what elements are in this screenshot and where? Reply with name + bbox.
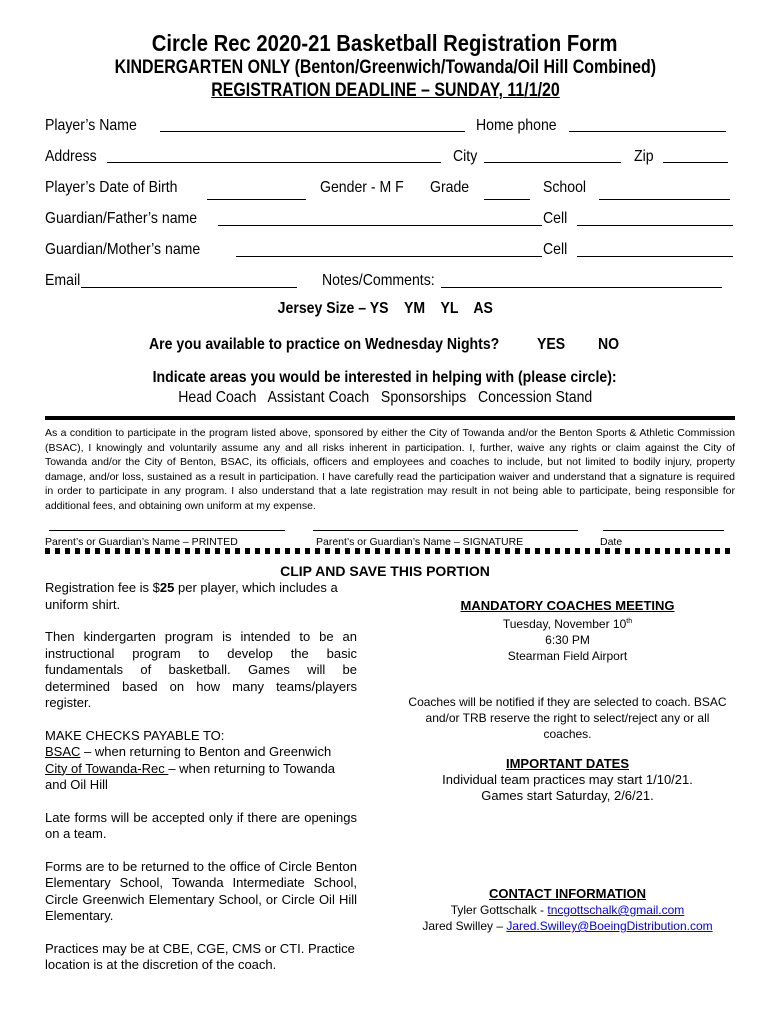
coaches-note: Coaches will be notified if they are selected to coach. BSAC and/or TRB reserve the right to select/reject any or all coaches. — [408, 695, 727, 741]
checks-paragraph — [45, 728, 357, 794]
waiver-text: As a condition to participate in the program listed above, sponsored by either the City of Towanda and/or the Benton Sports & Athletic Commission (BSAC), I knowingly and voluntarily assume any and all risks inherent in participation. I, further, waive any rights or claim against the City of Towanda and/or the City of Benton, BSAC, its officials, officers and employees and coaches to include, but not limited to bodily injury, property damage, and/or loss, sustained as a result in participation. I have carefully read the participation waiver and understand that a signature is required in order to participate in any program. I also understand that a late registration may result in not being able to participate, being responsible for additional fees, and obtaining own uniform at my expense. — [45, 427, 735, 512]
contact-tyler — [405, 902, 730, 918]
contact-tyler-email[interactable]: tncgottschalk@gmail.com — [547, 903, 685, 917]
cell-father-line[interactable] — [577, 225, 733, 226]
form-title-text: Circle Rec 2020-21 Basketball Registration Form — [152, 30, 618, 56]
dob-label: Player’s Date of Birth — [45, 179, 178, 196]
info-right-column — [405, 598, 730, 934]
meeting-place: Stearman Field Airport — [507, 649, 628, 663]
info-left-column — [45, 580, 357, 990]
bsac-payee: BSAC — [45, 744, 81, 759]
helping-question — [0, 369, 770, 387]
home-phone-label: Home phone — [476, 117, 557, 134]
dates-games: Games start Saturday, 2/6/21. — [481, 788, 654, 803]
school-label: School — [543, 179, 587, 196]
zip-label: Zip — [634, 148, 654, 165]
player-name-label: Player’s Name — [45, 117, 137, 134]
bsac-rest: – when returning to Benton and Greenwich — [80, 744, 332, 759]
registration-deadline — [0, 80, 770, 102]
meeting-date-text: Tuesday, November 10 — [502, 617, 627, 631]
guardian-mother-label: Guardian/Mother’s name — [45, 241, 201, 258]
date-line[interactable] — [603, 530, 724, 531]
fee-post: per player, which includes a uniform shirt. — [45, 580, 338, 612]
jersey-size — [0, 300, 770, 318]
form-subtitle — [0, 57, 770, 79]
zip-line[interactable] — [663, 162, 728, 163]
guardian-father-line[interactable] — [218, 225, 542, 226]
contact-jared-email[interactable]: Jared.Swilley@BoeingDistribution.com — [506, 919, 713, 933]
contact-jared-name: Jared Swilley – — [422, 919, 507, 933]
email-line[interactable] — [81, 287, 297, 288]
program-paragraph: Then kindergarten program is intended to be an instructional program to develop the basic fundamentals of basketball. Games will be determined based on how many teams/players register. — [45, 629, 357, 710]
signature-line[interactable] — [313, 530, 578, 531]
city-label: City — [453, 148, 478, 165]
cell-father-label: Cell — [543, 210, 568, 227]
late-forms-paragraph: Late forms will be accepted only if there are openings on a team. — [45, 809, 357, 841]
practice-no[interactable]: NO — [598, 336, 620, 353]
fee-amount: 25 — [159, 580, 175, 595]
form-subtitle-text: KINDERGARTEN ONLY (Benton/Greenwich/Towanda/Oil Hill Combined) — [114, 57, 656, 78]
printed-name-line[interactable] — [49, 530, 285, 531]
registration-deadline-text: REGISTRATION DEADLINE – SUNDAY, 11/1/20 — [210, 80, 560, 101]
dob-line[interactable] — [207, 199, 306, 200]
guardian-father-label: Guardian/Father’s name — [45, 210, 198, 227]
helping-options-text: Head Coach Assistant Coach Sponsorships Concession Stand — [177, 389, 593, 406]
clip-line — [45, 548, 735, 554]
jersey-size-text: Jersey Size – YS YM YL AS — [277, 300, 493, 317]
notes-label: Notes/Comments: — [322, 272, 435, 289]
city-line[interactable] — [484, 162, 621, 163]
date-label: Date — [600, 536, 623, 548]
contact-title: CONTACT INFORMATION — [489, 886, 646, 901]
checks-title: MAKE CHECKS PAYABLE TO: — [45, 727, 225, 743]
meeting-date-sup: th — [626, 618, 633, 625]
helping-question-text: Indicate areas you would be interested in helping with (please circle): — [153, 369, 617, 386]
grade-label: Grade — [430, 179, 470, 196]
return-forms-paragraph: Forms are to be returned to the office of Circle Benton Elementary School, Towanda Intermediate School, Circle Greenwich Elementary School, or Circle Oil Hill Elementary. — [45, 858, 357, 923]
notes-line[interactable] — [441, 287, 722, 288]
contact-jared — [405, 918, 730, 934]
clip-heading: CLIP AND SAVE THIS PORTION — [280, 563, 490, 579]
printed-name-label: Parent’s or Guardian’s Name – PRINTED — [45, 536, 238, 548]
dates-title: IMPORTANT DATES — [505, 756, 629, 771]
guardian-mother-line[interactable] — [236, 256, 542, 257]
email-label: Email — [45, 272, 81, 289]
fee-paragraph — [45, 580, 357, 613]
practice-question: Are you available to practice on Wednesday Nights? — [149, 336, 500, 353]
practice-yes[interactable]: YES — [537, 336, 566, 353]
contact-tyler-name: Tyler Gottschalk - — [450, 903, 548, 917]
meeting-time: 6:30 PM — [545, 633, 590, 647]
gender-label: Gender - M F — [320, 179, 404, 196]
player-name-line[interactable] — [160, 131, 465, 132]
fee-pre: Registration fee is $ — [45, 580, 160, 595]
towanda-rest: – when returning to Towanda and Oil Hill — [45, 760, 336, 792]
section-divider — [45, 416, 735, 420]
school-line[interactable] — [599, 199, 730, 200]
helping-options[interactable] — [0, 389, 770, 407]
dates-practices: Individual team practices may start 1/10/21. — [442, 772, 693, 787]
address-label: Address — [45, 148, 97, 165]
meeting-date — [405, 614, 730, 632]
home-phone-line[interactable] — [569, 131, 726, 132]
towanda-payee: City of Towanda-Rec — [45, 760, 169, 776]
address-line[interactable] — [107, 162, 441, 163]
cell-mother-line[interactable] — [577, 256, 733, 257]
practices-paragraph: Practices may be at CBE, CGE, CMS or CTI. Practice location is at the discretion of the coach. — [45, 940, 355, 972]
cell-mother-label: Cell — [543, 241, 568, 258]
form-title — [0, 30, 770, 57]
grade-line[interactable] — [484, 199, 530, 200]
signature-label: Parent’s or Guardian’s Name – SIGNATURE — [316, 536, 524, 548]
meeting-title: MANDATORY COACHES MEETING — [460, 598, 675, 613]
